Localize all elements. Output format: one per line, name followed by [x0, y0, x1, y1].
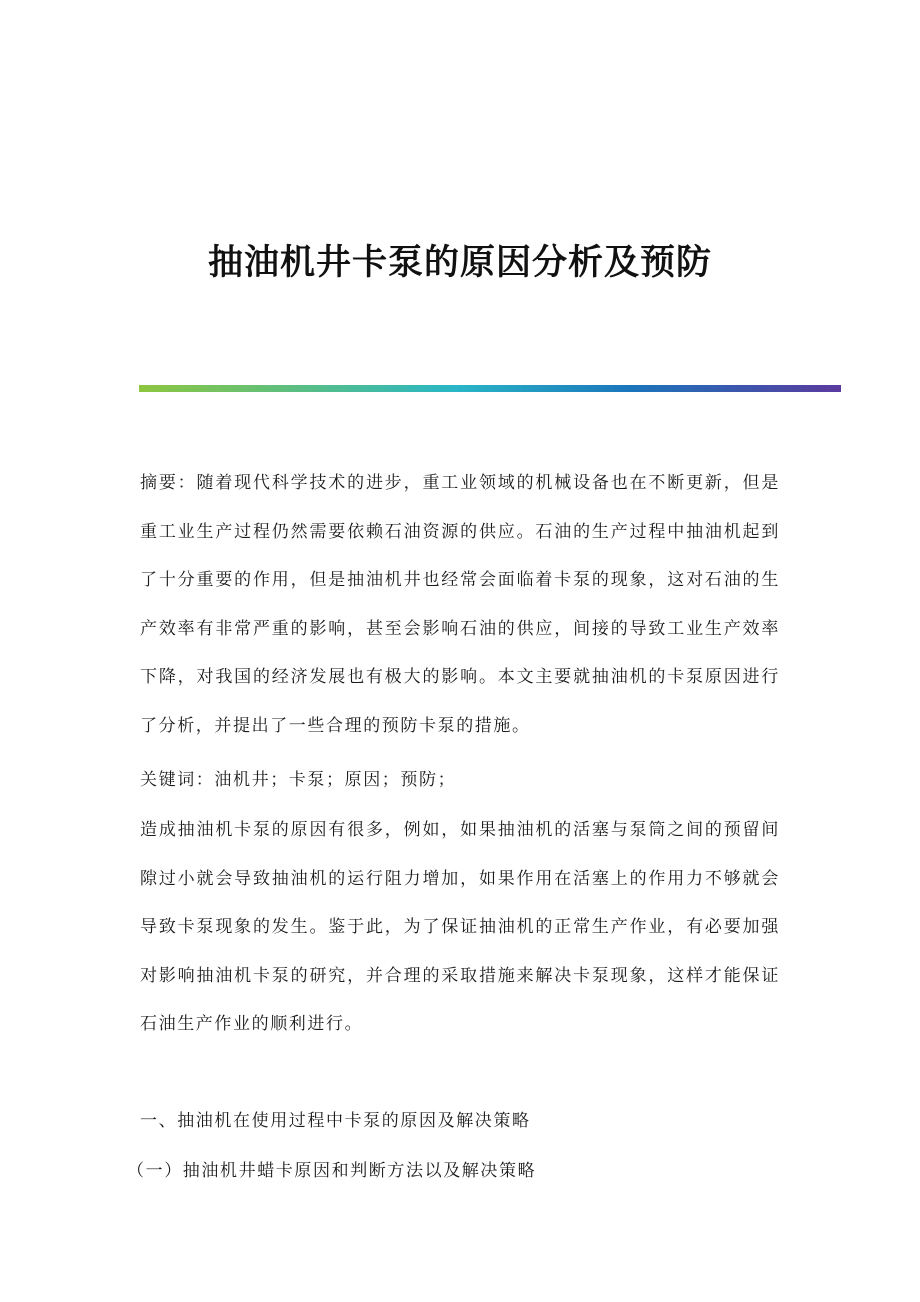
abstract-label: 摘要： [140, 473, 197, 493]
keywords-text: 油机井；卡泵；原因；预防； [214, 770, 457, 790]
keywords-label: 关键词： [140, 770, 215, 790]
section-heading-2: （一）抽油机井蜡卡原因和判断方法以及解决策略 [127, 1161, 537, 1181]
abstract-paragraph [140, 459, 780, 750]
page-title: 抽油机井卡泵的原因分析及预防 [207, 242, 712, 284]
abstract-text: 随着现代科学技术的进步，重工业领域的机械设备也在不断更新，但是重工业生产过程仍然需要依赖石油资源的供应。石油的生产过程中抽油机起到了十分重要的作用，但是抽油机井也经常会面临着卡泵的现象，这对石油的生产效率有非常严重的影响，甚至会影响石油的供应，间接的导致工业生产效率下降，对我国的经济发展也有极大的影响。本文主要就抽油机的卡泵原因进行了分析，并提出了一些合理的预防卡泵的措施。 [140, 473, 780, 736]
keywords-paragraph [140, 756, 780, 805]
section-heading-1: 一、抽油机在使用过程中卡泵的原因及解决策略 [140, 1111, 531, 1131]
intro-paragraph: 造成抽油机卡泵的原因有很多，例如，如果抽油机的活塞与泵筒之间的预留间隙过小就会导致抽油机的运行阻力增加，如果作用在活塞上的作用力不够就会导致卡泵现象的发生。鉴于此，为了保证抽油机的正常生产作业，有必要加强对影响抽油机卡泵的研究，并合理的采取措施来解决卡泵现象，这样才能保证石油生产作业的顺利进行。 [140, 820, 780, 1034]
title-divider [139, 385, 841, 392]
